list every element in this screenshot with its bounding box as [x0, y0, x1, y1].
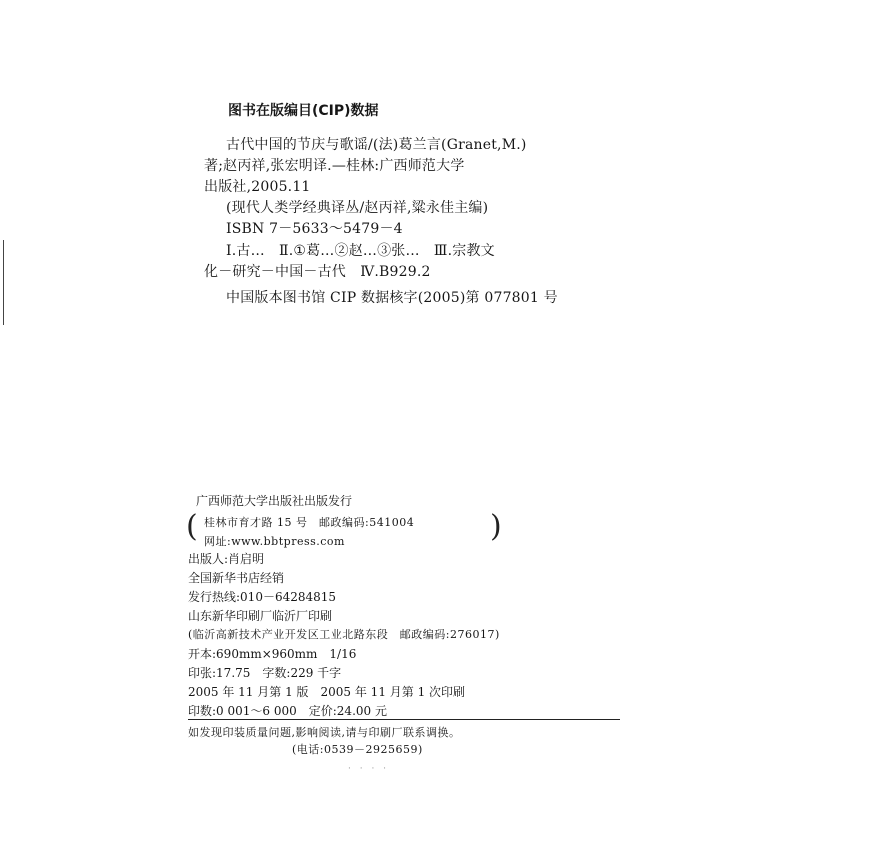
cip-line-3: 出版社,2005.11 [204, 179, 311, 195]
imprint-print-run: 印数:0 001～6 000 定价:24.00 元 [188, 704, 387, 718]
cip-line-4: (现代人类学经典译丛/赵丙祥,粱永佳主编) [226, 200, 489, 216]
cip-line-8: 中国版本图书馆 CIP 数据核字(2005)第 077801 号 [226, 290, 558, 306]
page-edge-line [3, 240, 4, 325]
imprint-distributor: 全国新华书店经销 [188, 571, 285, 585]
imprint-printer-address: (临沂高新技术产业开发区工业北路东段 邮政编码:276017) [188, 628, 500, 641]
cip-title: 图书在版编目(CIP)数据 [228, 103, 379, 119]
imprint-printer: 山东新华印刷厂临沂厂印刷 [188, 609, 333, 623]
imprint-edition: 2005 年 11 月第 1 版 2005 年 11 月第 1 次印刷 [188, 685, 466, 699]
imprint-sheets: 印张:17.75 字数:229 千字 [188, 666, 342, 680]
cip-line-1: 古代中国的节庆与歌谣/(法)葛兰言(Granet,M.) [226, 137, 527, 153]
imprint-publisher: 广西师范大学出版社出版发行 [196, 494, 353, 508]
divider-rule [188, 719, 620, 720]
imprint-notice: 如发现印装质量问题,影响阅读,请与印刷厂联系调换。 [188, 726, 461, 739]
cip-line-7: 化－研究－中国－古代 Ⅳ.B929.2 [204, 264, 431, 280]
cip-line-2: 著;赵丙祥,张宏明译.—桂林:广西师范大学 [204, 158, 465, 174]
left-bracket: ( [186, 509, 198, 544]
imprint-website: 网址:www.bbtpress.com [204, 535, 345, 548]
scan-dots: · · · · [348, 764, 390, 774]
right-bracket: ) [490, 509, 502, 544]
imprint-phone: (电话:0539－2925659) [292, 743, 423, 756]
imprint-publisher-person: 出版人:肖启明 [188, 552, 265, 566]
imprint-hotline: 发行热线:010－64284815 [188, 590, 337, 604]
imprint-format: 开本:690mm×960mm 1/16 [188, 647, 357, 661]
cip-line-6: Ⅰ.古… Ⅱ.①葛…②赵…③张… Ⅲ.宗教文 [226, 243, 495, 259]
cip-line-5: ISBN 7－5633～5479－4 [226, 221, 403, 237]
imprint-address: 桂林市育才路 15 号 邮政编码:541004 [204, 516, 415, 529]
